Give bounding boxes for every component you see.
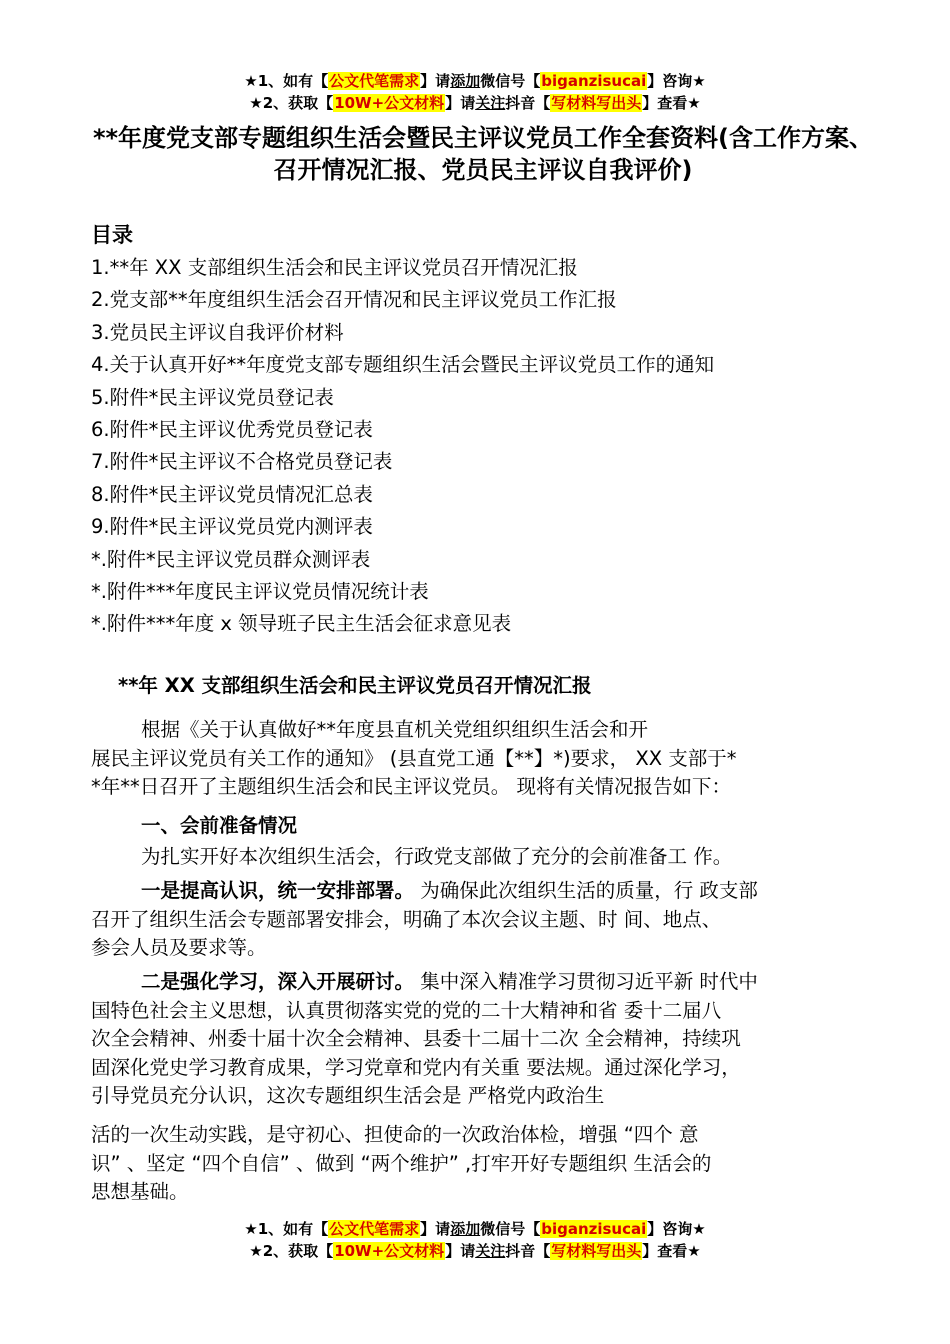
text-line: 国特色社会主义思想，认真贯彻落实党的党的二十大精神和省 委十二届八 — [91, 998, 722, 1022]
banner-line-1: ★1、如有【公文代笔需求】请添加微信号【biganzisucai】咨询★ — [244, 1220, 706, 1238]
subheading-preparation: 一、会前准备情况 — [141, 814, 298, 837]
paragraph-study-continued — [91, 1121, 861, 1207]
underline-follow: 关注 — [475, 1242, 506, 1260]
highlight-wechat-id: biganzisucai — [541, 1220, 647, 1238]
banner-line-2: ★2、获取【10W+公文材料】请关注抖音【写材料写出头】查看★ — [249, 94, 701, 112]
text-line: 固深化党史学习教育成果，学习党章和党内有关重 要法规。通过深化学习， — [91, 1055, 741, 1079]
toc-item: 1.**年 XX 支部组织生活会和民主评议党员召开情况汇报 — [91, 256, 578, 279]
toc-heading: 目录 — [91, 223, 133, 247]
toc-item: 2.党支部**年度组织生活会召开情况和民主评议党员工作汇报 — [91, 288, 617, 312]
highlight-wechat-id: biganzisucai — [541, 72, 647, 90]
text-line: 展民主评议党员有关工作的通知》 (县直党工通【**】*)要求， XX 支部于* — [91, 746, 737, 770]
paragraph-study — [91, 968, 861, 1111]
text-line: 根据《关于认真做好**年度县直机关党组织组织生活会和开 — [141, 718, 649, 741]
toc-item: 9.附件*民主评议党员党内测评表 — [91, 515, 373, 539]
highlight-service: 公文代笔需求 — [329, 72, 420, 90]
text-line: 次全会精神、州委十届十次全会精神、县委十二届十二次 全会精神，持续巩 — [91, 1027, 741, 1050]
paragraph-intro — [91, 716, 861, 802]
highlight-materials: 10W+公文材料 — [334, 94, 445, 112]
text-line: 召开了组织生活会专题部署安排会，明确了本次会议主题、时 间、地点、 — [91, 907, 722, 931]
toc-item: 8.附件*民主评议党员情况汇总表 — [91, 482, 373, 506]
underline-add: 添加 — [450, 1220, 481, 1238]
lead-phrase: 一是提高认识，统一安排部署。 — [141, 879, 415, 902]
lead-phrase: 二是强化学习，深入开展研讨。 — [141, 970, 415, 993]
text-line: 一是提高认识，统一安排部署。 为确保此次组织生活的质量，行 政支部 — [141, 879, 758, 902]
highlight-douyin-account: 写材料写出头 — [551, 1242, 642, 1260]
toc-item: *.附件*民主评议党员群众测评表 — [91, 547, 371, 571]
header-banner — [0, 70, 950, 114]
paragraph-preparation — [91, 843, 861, 872]
underline-follow: 关注 — [475, 94, 506, 112]
footer-banner — [0, 1218, 950, 1262]
highlight-materials: 10W+公文材料 — [334, 1242, 445, 1260]
document-title: **年度党支部专题组织生活会暨民主评议党员工作全套资料(含工作方案、召开情况汇报、党员民主评议自我评价) — [92, 124, 874, 184]
text-line: 思想基础。 — [91, 1180, 189, 1203]
text-line: *年**日召开了主题组织生活会和民主评议党员。 现将有关情况报告如下： — [91, 775, 731, 798]
toc-item: 6.附件*民主评议优秀党员登记表 — [91, 417, 373, 441]
banner-line-2: ★2、获取【10W+公文材料】请关注抖音【写材料写出头】查看★ — [249, 1242, 701, 1260]
toc-item: 4.关于认真开好**年度党支部专题组织生活会暨民主评议党员工作的通知 — [91, 353, 715, 377]
text-line: 为扎实开好本次组织生活会，行政党支部做了充分的会前准备工 作。 — [141, 845, 733, 868]
table-of-contents — [91, 252, 714, 641]
toc-item: *.附件***年度民主评议党员情况统计表 — [91, 579, 429, 603]
toc-item: 7.附件*民主评议不合格党员登记表 — [91, 450, 393, 474]
text-line: 识” 、坚定 “四个自信” 、做到 “两个维护” ,打牢开好专题组织 生活会的 — [91, 1151, 712, 1175]
highlight-douyin-account: 写材料写出头 — [551, 94, 642, 112]
paragraph-awareness — [91, 877, 861, 963]
toc-item: *.附件***年度 x 领导班子民主生活会征求意见表 — [91, 612, 512, 636]
section-title: **年 XX 支部组织生活会和民主评议党员召开情况汇报 — [118, 674, 592, 697]
text-line: 引导党员充分认识，这次专题组织生活会是 严格党内政治生 — [91, 1084, 605, 1107]
highlight-service: 公文代笔需求 — [329, 1220, 420, 1238]
text-line: 参会人员及要求等。 — [91, 936, 267, 959]
banner-line-1: ★1、如有【公文代笔需求】请添加微信号【biganzisucai】咨询★ — [244, 72, 706, 90]
text-line: 活的一次生动实践，是守初心、担使命的一次政治体检，增强 “四个 意 — [91, 1123, 699, 1146]
underline-add: 添加 — [450, 72, 481, 90]
toc-item: 3.党员民主评议自我评价材料 — [91, 320, 344, 344]
text-line: 二是强化学习，深入开展研讨。 集中深入精准学习贯彻习近平新 时代中 — [141, 970, 758, 993]
toc-item: 5.附件*民主评议党员登记表 — [91, 385, 334, 409]
